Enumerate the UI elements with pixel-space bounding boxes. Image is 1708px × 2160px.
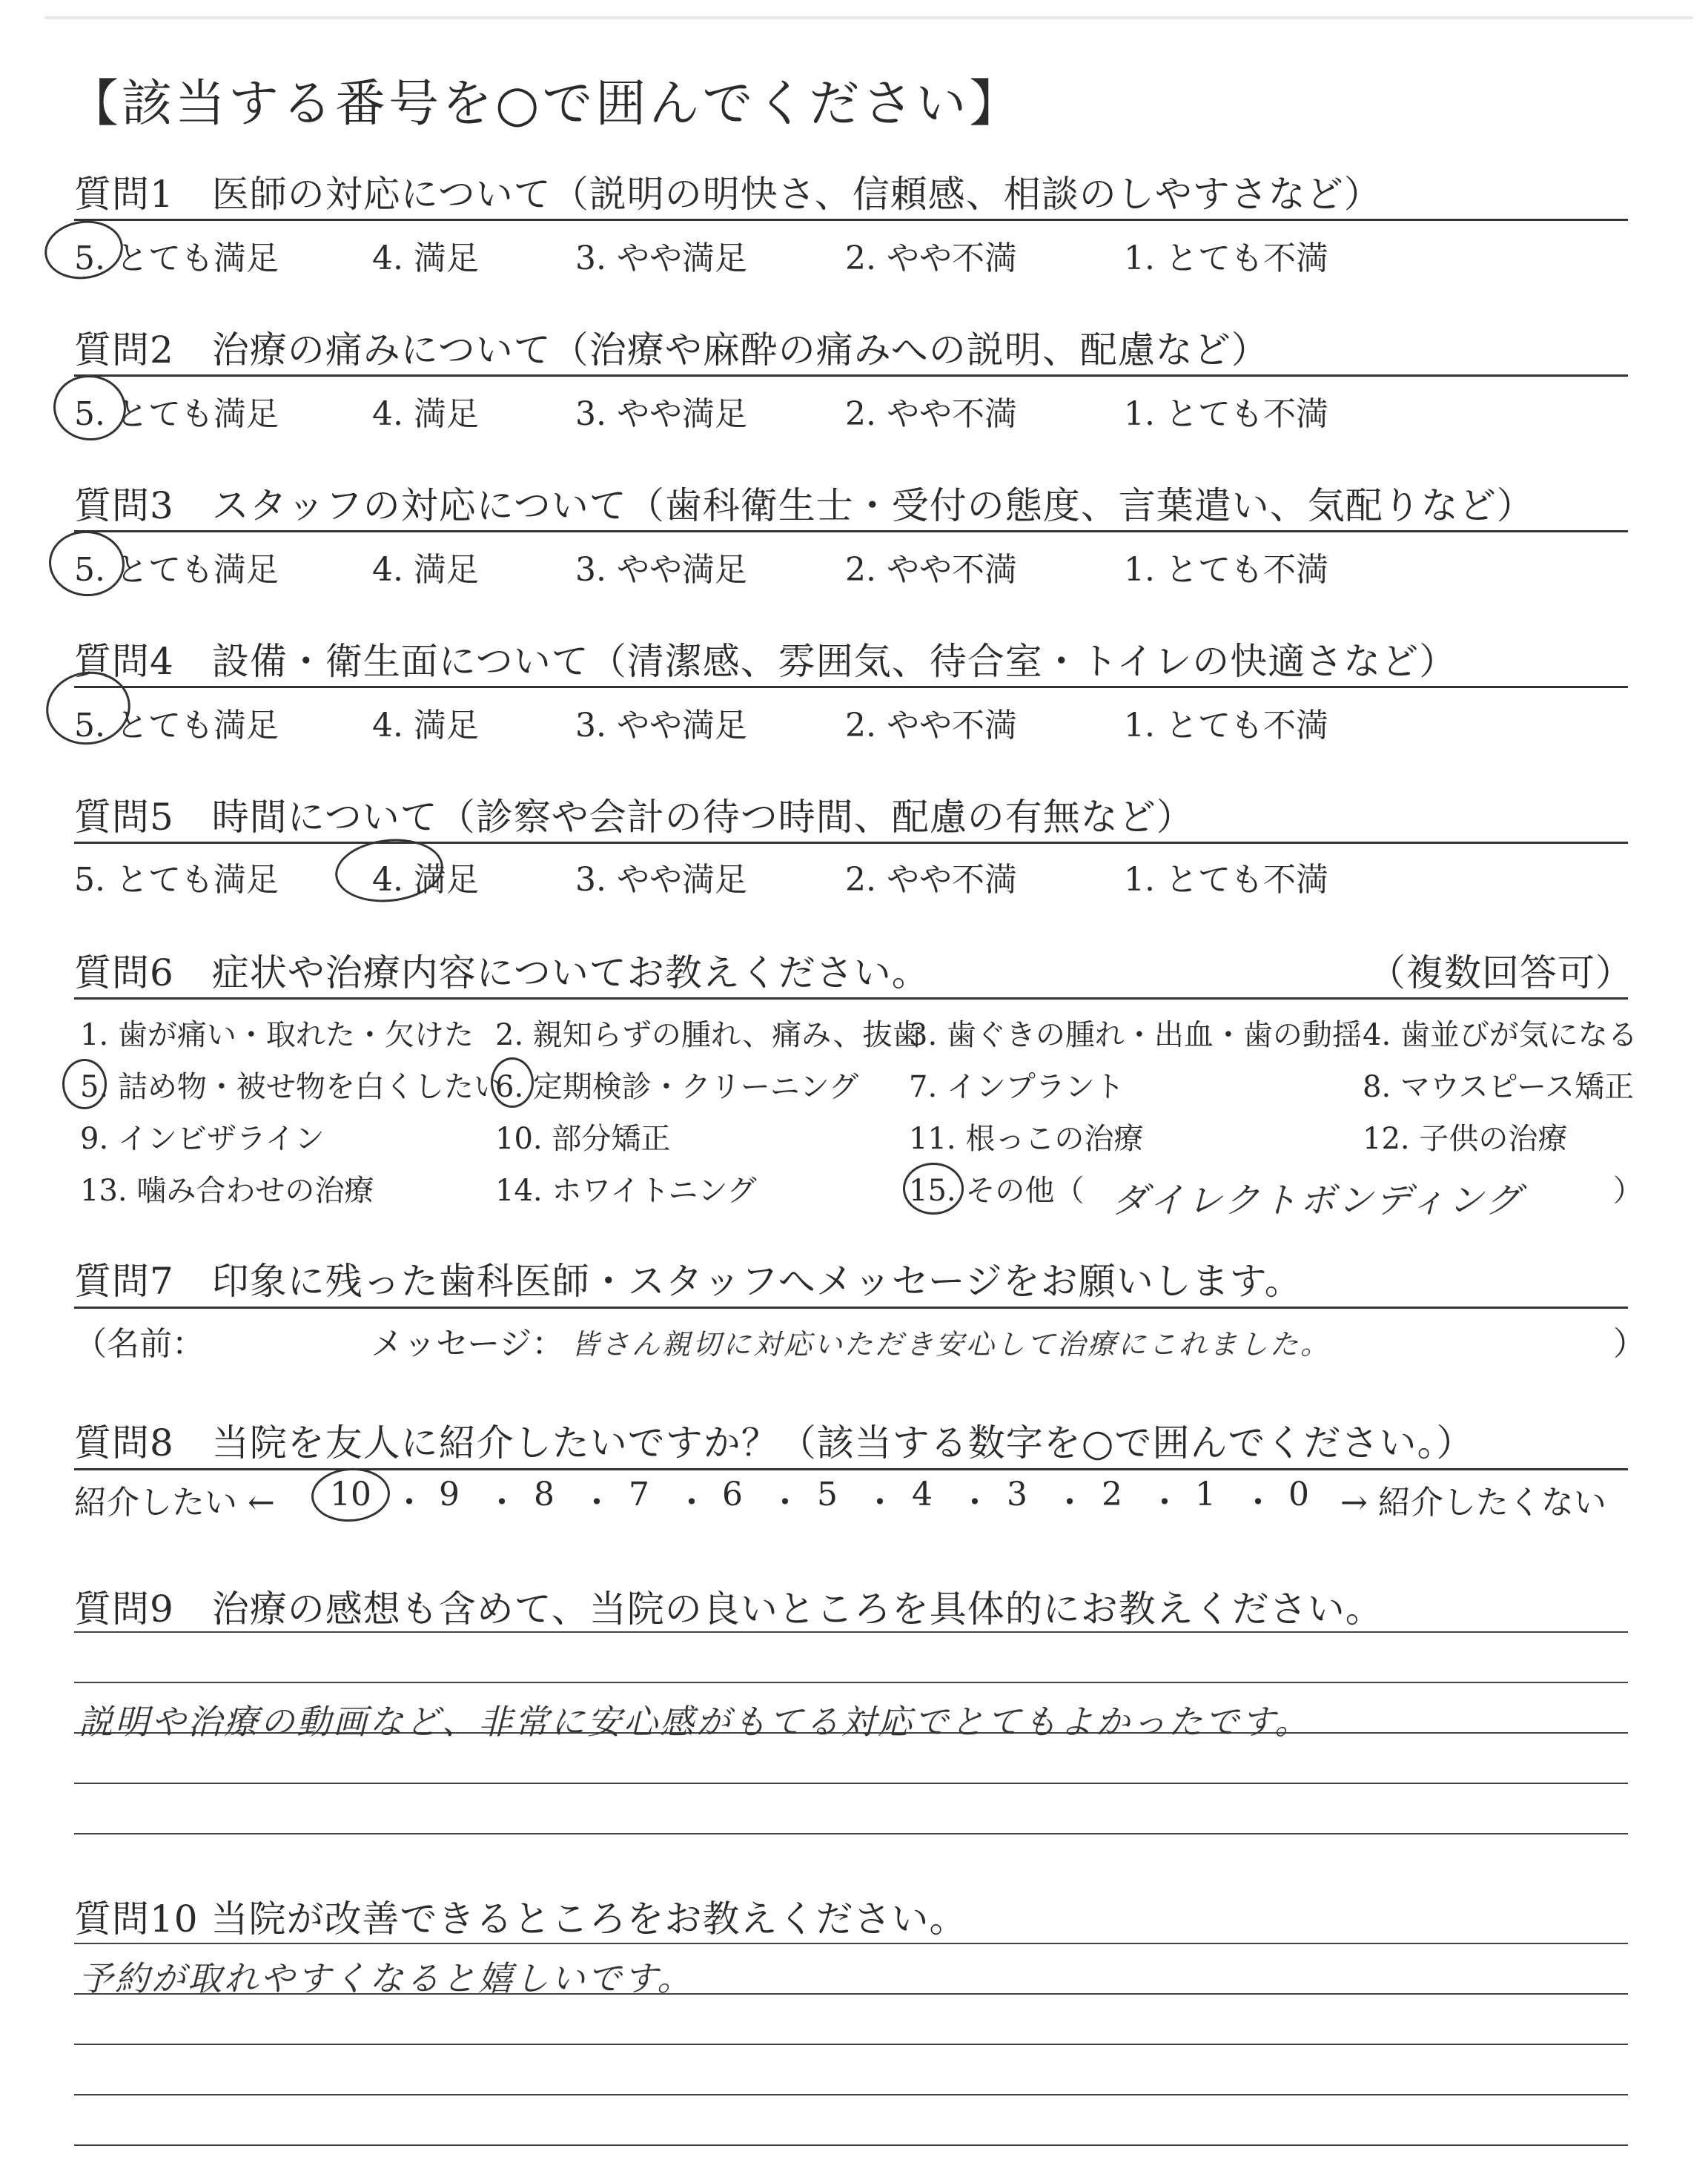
- q8-number-9[interactable]: 9: [439, 1476, 460, 1513]
- question-9-rule-1: [74, 1631, 1628, 1633]
- q8-number-10[interactable]: 10: [330, 1476, 371, 1513]
- q2-option-4[interactable]: 4. 満足: [372, 395, 479, 433]
- q3-option-2[interactable]: 2. やや不満: [845, 551, 1017, 589]
- q8-separator: ・: [1053, 1484, 1086, 1522]
- q6-option-2[interactable]: 2. 親知らずの腫れ、痛み、抜歯: [495, 1018, 922, 1052]
- q4-option-4[interactable]: 4. 満足: [372, 707, 479, 744]
- q5-option-4[interactable]: 4. 満足: [372, 861, 479, 899]
- question-6-title: 質問6 症状や治療内容についてお教えください。: [74, 951, 930, 994]
- question-2-rule: [74, 374, 1628, 377]
- question-1-title: 質問1 医師の対応について（説明の明快さ、信頼感、相談のしやすさなど）: [74, 173, 1382, 216]
- question-7-rule: [74, 1307, 1628, 1309]
- question-10-rule-1: [74, 1943, 1628, 1944]
- question-8-rule: [74, 1468, 1628, 1470]
- q5-option-1[interactable]: 1. とても不満: [1124, 861, 1328, 899]
- q8-right-label: → 紹介したくない: [1340, 1484, 1606, 1522]
- q5-option-5[interactable]: 5. とても満足: [74, 861, 279, 899]
- q8-separator: ・: [393, 1484, 426, 1522]
- q6-option-8[interactable]: 8. マウスピース矯正: [1363, 1070, 1635, 1104]
- question-3-title: 質問3 スタッフの対応について（歯科衛生士・受付の態度、言葉遣い、気配りなど）: [74, 484, 1535, 527]
- question-3-rule: [74, 530, 1628, 532]
- top-border: [44, 16, 1693, 19]
- question-4-rule: [74, 686, 1628, 688]
- q4-option-3[interactable]: 3. やや満足: [575, 707, 747, 744]
- q1-option-3[interactable]: 3. やや満足: [575, 240, 747, 277]
- q1-option-1[interactable]: 1. とても不満: [1124, 240, 1328, 277]
- question-10-rule-4: [74, 2094, 1628, 2095]
- q5-option-3[interactable]: 3. やや満足: [575, 861, 747, 899]
- q6-selection-circle-5: [62, 1059, 107, 1109]
- q6-option-1[interactable]: 1. 歯が痛い・取れた・欠けた: [80, 1018, 474, 1052]
- q8-number-2[interactable]: 2: [1102, 1476, 1122, 1513]
- q8-number-6[interactable]: 6: [722, 1476, 743, 1513]
- q6-other-answer: ダイレクトボンディング: [1112, 1180, 1523, 1221]
- q1-option-4[interactable]: 4. 満足: [372, 240, 479, 277]
- q8-selection-circle: [310, 1465, 392, 1524]
- q2-option-1[interactable]: 1. とても不満: [1124, 395, 1328, 433]
- q8-separator: ・: [675, 1484, 708, 1522]
- q8-number-5[interactable]: 5: [817, 1476, 838, 1513]
- question-9-rule-5: [74, 1833, 1628, 1834]
- q8-separator: ・: [486, 1484, 518, 1522]
- q8-separator: ・: [769, 1484, 801, 1522]
- q4-option-5[interactable]: 5. とても満足: [74, 707, 279, 744]
- q1-option-2[interactable]: 2. やや不満: [845, 240, 1017, 277]
- q6-other-close-paren: ）: [1613, 1174, 1643, 1208]
- q8-number-1[interactable]: 1: [1195, 1476, 1216, 1513]
- q7-message-label: メッセージ：: [371, 1325, 565, 1363]
- q8-number-0[interactable]: 0: [1288, 1476, 1309, 1513]
- q8-number-4[interactable]: 4: [912, 1476, 933, 1513]
- question-2-title: 質問2 治療の痛みについて（治療や麻酔の痛みへの説明、配慮など）: [74, 328, 1269, 371]
- q8-number-8[interactable]: 8: [534, 1476, 555, 1513]
- question-5-title: 質問5 時間について（診察や会計の待つ時間、配慮の有無など）: [74, 796, 1194, 839]
- q6-option-13[interactable]: 13. 噛み合わせの治療: [80, 1174, 374, 1208]
- q6-option-10[interactable]: 10. 部分矯正: [495, 1122, 671, 1156]
- q6-option-6[interactable]: 6. 定期検診・クリーニング: [495, 1070, 859, 1104]
- q2-option-5[interactable]: 5. とても満足: [74, 395, 279, 433]
- q7-name-label: （名前：: [74, 1325, 205, 1363]
- q8-left-label: 紹介したい ←: [74, 1484, 275, 1522]
- question-6-rule: [74, 997, 1628, 1000]
- question-8-title: 質問8 当院を友人に紹介したいですか？（該当する数字を○で囲んでください。）: [74, 1421, 1474, 1464]
- q6-option-12[interactable]: 12. 子供の治療: [1363, 1122, 1568, 1156]
- question-9-title: 質問9 治療の感想も含めて、当院の良いところを具体的にお教えください。: [74, 1588, 1383, 1631]
- q6-option-5[interactable]: 5. 詰め物・被せ物を白くしたい: [80, 1070, 503, 1104]
- q4-option-2[interactable]: 2. やや不満: [845, 707, 1017, 744]
- q8-separator: ・: [1148, 1484, 1181, 1522]
- question-5-rule: [74, 842, 1628, 844]
- q3-option-3[interactable]: 3. やや満足: [575, 551, 747, 589]
- q1-option-5[interactable]: 5. とても満足: [74, 240, 279, 277]
- q6-selection-circle-6: [491, 1057, 534, 1108]
- question-7-title: 質問7 印象に残った歯科医師・スタッフへメッセージをお願いします。: [74, 1260, 1302, 1303]
- q6-option-3[interactable]: 3. 歯ぐきの腫れ・出血・歯の動揺: [909, 1018, 1362, 1052]
- q8-separator: ・: [1242, 1484, 1274, 1522]
- question-10-rule-3: [74, 2044, 1628, 2045]
- q3-option-4[interactable]: 4. 満足: [372, 551, 479, 589]
- q6-option-4[interactable]: 4. 歯並びが気になる: [1363, 1018, 1638, 1052]
- q9-answer: 説明や治療の動画など、非常に安心感がもてる対応でとてもよかったです。: [79, 1702, 1311, 1742]
- q6-option-15[interactable]: 15. その他（: [909, 1174, 1085, 1208]
- q8-separator: ・: [864, 1484, 896, 1522]
- q7-message: 皆さん親切に対応いただき安心して治療にこれました。: [571, 1328, 1331, 1361]
- q6-option-7[interactable]: 7. インプラント: [909, 1070, 1125, 1104]
- question-6-note: （複数回答可）: [1368, 951, 1633, 994]
- q6-option-11[interactable]: 11. 根っこの治療: [909, 1122, 1144, 1156]
- q8-number-7[interactable]: 7: [629, 1476, 649, 1513]
- question-10-title: 質問10 当院が改善できるところをお教えください。: [74, 1898, 967, 1941]
- q4-option-1[interactable]: 1. とても不満: [1124, 707, 1328, 744]
- q5-option-2[interactable]: 2. やや不満: [845, 861, 1017, 899]
- question-9-rule-2: [74, 1682, 1628, 1683]
- q3-option-1[interactable]: 1. とても不満: [1124, 551, 1328, 589]
- question-1-rule: [74, 219, 1628, 221]
- q8-separator: ・: [580, 1484, 613, 1522]
- question-4-title: 質問4 設備・衛生面について（清潔感、雰囲気、待合室・トイレの快適さなど）: [74, 640, 1457, 683]
- q2-option-2[interactable]: 2. やや不満: [845, 395, 1017, 433]
- question-9-rule-4: [74, 1783, 1628, 1784]
- q7-close-paren: ）: [1613, 1325, 1646, 1363]
- instruction-heading: 【該当する番号を○で囲んでください】: [68, 75, 1023, 133]
- q2-option-3[interactable]: 3. やや満足: [575, 395, 747, 433]
- q6-selection-circle-15: [903, 1163, 964, 1215]
- question-10-rule-5: [74, 2144, 1628, 2146]
- q8-number-3[interactable]: 3: [1007, 1476, 1027, 1513]
- q8-separator: ・: [959, 1484, 991, 1522]
- q10-answer: 予約が取れやすくなると嬉しいです。: [79, 1958, 694, 1998]
- q6-option-9[interactable]: 9. インビザライン: [80, 1122, 325, 1156]
- q6-option-14[interactable]: 14. ホワイトニング: [495, 1174, 757, 1208]
- q3-option-5[interactable]: 5. とても満足: [74, 551, 279, 589]
